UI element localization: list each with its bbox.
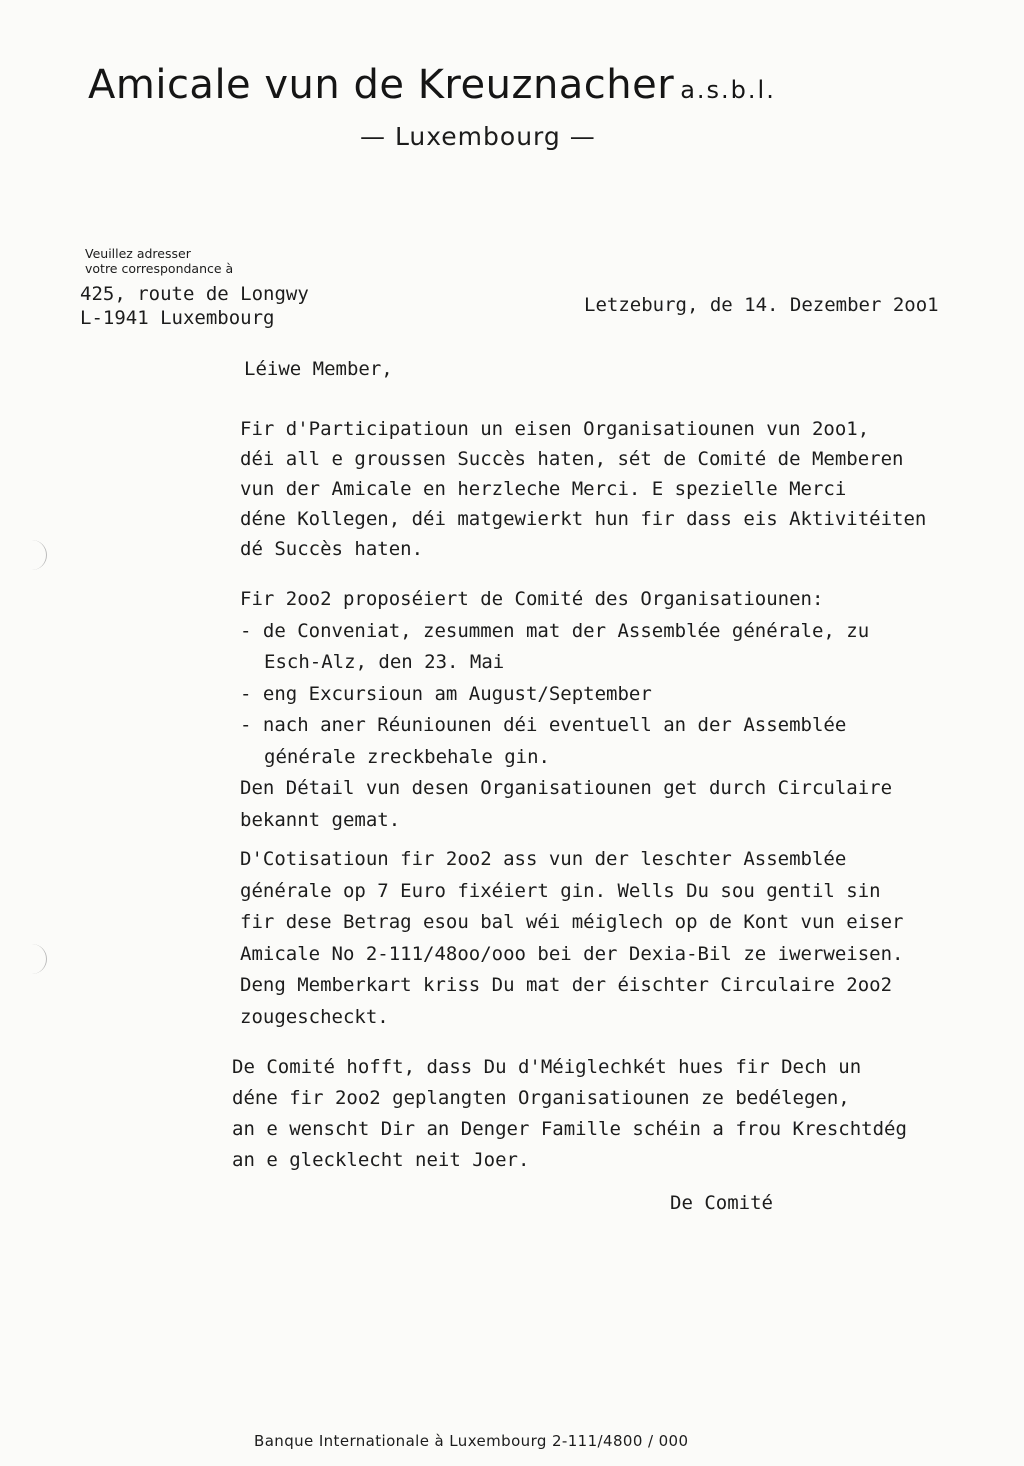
punch-hole-mark (28, 944, 47, 974)
text-line: De Comité hofft, dass Du d'Méiglechkét hues fir Dech un (232, 1056, 862, 1078)
address-note-line: votre correspondance à (85, 261, 234, 276)
letter-date: Letzeburg, de 14. Dezember 2oo1 (584, 294, 939, 316)
paragraph-membership-fee (240, 844, 903, 1033)
text-line: Den Détail vun desen Organisatiounen get durch Circulaire (240, 777, 893, 799)
program-intro: Fir 2oo2 proposéiert de Comité des Organisatiounen: (240, 588, 824, 610)
list-item: - nach aner Réuniounen déi eventuell an der Assemblée (240, 714, 847, 736)
address-note-line: Veuillez adresser (85, 246, 191, 261)
text-line: déi all e groussen Succès haten, sét de Comité de Memberen (240, 448, 904, 470)
organization-name: Amicale vun de Kreuznacher (88, 62, 675, 108)
text-line: dé Succès haten. (240, 538, 424, 560)
text-line: générale op 7 Euro fixéiert gin. Wells Du sou gentil sin (240, 879, 881, 902)
text-line: Deng Memberkart kriss Du mat der éischter Circulaire 2oo2 (240, 974, 893, 996)
text-line: fir dese Betrag esou bal wéi méiglech op de Kont vun eiser (240, 911, 904, 933)
address-line: L-1941 Luxembourg (80, 307, 275, 329)
legal-form: a.s.b.l. (680, 76, 776, 104)
signature: De Comité (670, 1192, 773, 1214)
bank-details-footer: Banque Internationale à Luxembourg 2-111/4800 / 000 (254, 1432, 689, 1450)
list-item-continuation: Esch-Alz, den 23. Mai (264, 651, 505, 673)
letterhead-title (88, 62, 776, 108)
text-line: an e glecklecht neit Joer. (232, 1149, 530, 1171)
text-line: déne Kollegen, déi matgewierkt hun fir dass eis Aktivitéiten (240, 508, 927, 530)
paragraph-greetings (232, 1052, 907, 1176)
punch-hole-mark (28, 540, 47, 570)
text-line: D'Cotisatioun fir 2oo2 ass vun der leschter Assemblée (240, 848, 847, 870)
paragraph-thanks (240, 414, 926, 564)
paragraph-program (240, 584, 892, 836)
sender-address (80, 282, 309, 330)
list-item: - de Conveniat, zesummen mat der Assemblée générale, zu (240, 619, 870, 642)
address-line: 425, route de Longwy (80, 283, 309, 305)
list-item-continuation: générale zreckbehale gin. (264, 745, 550, 768)
text-line: vun der Amicale en herzleche Merci. E spezielle Merci (240, 478, 847, 500)
salutation: Léiwe Member, (244, 358, 393, 380)
text-line: an e wenscht Dir an Denger Famille schéin a frou Kreschtdég (232, 1118, 907, 1140)
list-item: - eng Excursioun am August/September (240, 682, 652, 705)
letterhead-subtitle: — Luxembourg — (360, 122, 596, 151)
address-note (85, 246, 233, 276)
text-line: bekannt gemat. (240, 808, 401, 831)
text-line: Fir d'Participatioun un eisen Organisatiounen vun 2oo1, (240, 418, 870, 440)
text-line: zougescheckt. (240, 1005, 389, 1028)
text-line: Amicale No 2-111/48oo/ooo bei der Dexia-Bil ze iwerweisen. (240, 942, 904, 965)
text-line: déne fir 2oo2 geplangten Organisatiounen ze bedélegen, (232, 1087, 850, 1109)
